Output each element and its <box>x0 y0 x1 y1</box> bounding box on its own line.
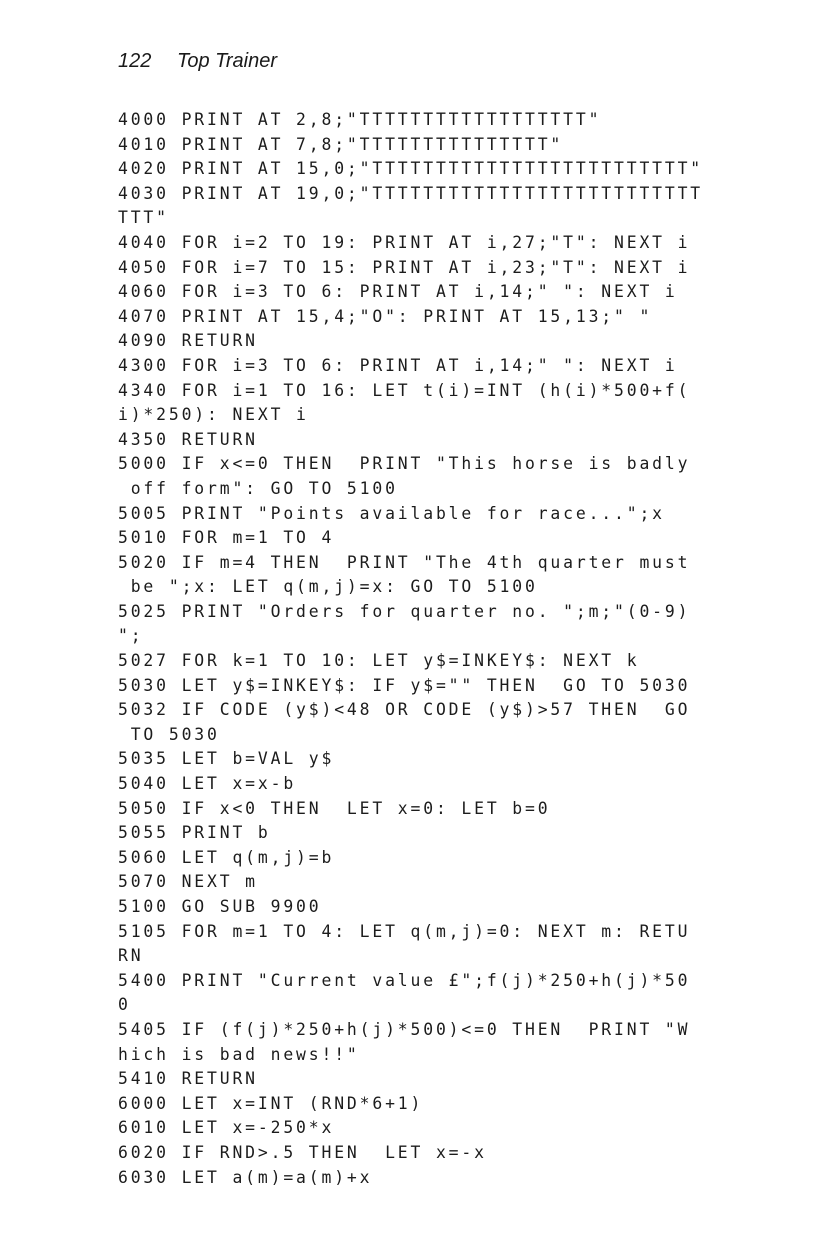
code-line: 5005 PRINT "Points available for race...";x <box>118 503 665 523</box>
code-line: 4040 FOR i=2 TO 19: PRINT AT i,27;"T": NEXT i <box>118 232 691 252</box>
code-line: 5032 IF CODE (y$)<48 OR CODE (y$)>57 THEN GO <box>118 700 691 720</box>
code-line: 6030 LET a(m)=a(m)+x <box>118 1167 373 1187</box>
code-line: 4090 RETURN <box>118 331 258 351</box>
code-line: 5050 IF x<0 THEN LET x=0: LET b=0 <box>118 798 551 818</box>
book-title: Top Trainer <box>176 50 277 72</box>
code-line: off form": GO TO 5100 <box>118 478 398 498</box>
code-line: 6020 IF RND>.5 THEN LET x=-x <box>118 1142 487 1162</box>
program-listing <box>118 108 758 1190</box>
code-line: 5025 PRINT "Orders for quarter no. ";m;"(0-9) <box>118 601 691 621</box>
code-line: 4000 PRINT AT 2,8;"TTTTTTTTTTTTTTTTTT" <box>118 110 602 129</box>
code-line: 5010 FOR m=1 TO 4 <box>118 528 335 548</box>
code-line: 4050 FOR i=7 TO 15: PRINT AT i,23;"T": NEXT i <box>118 257 691 277</box>
code-line: 5027 FOR k=1 TO 10: LET y$=INKEY$: NEXT k <box>118 651 640 671</box>
code-line: hich is bad news!!" <box>118 1044 360 1064</box>
code-line: 5100 GO SUB 9900 <box>118 897 322 916</box>
code-line: 5055 PRINT b <box>118 823 271 843</box>
code-line: 5070 NEXT m <box>118 872 258 892</box>
code-line: 5040 LET x=x-b <box>118 774 297 794</box>
code-line: 5060 LET q(m,j)=b <box>118 847 335 867</box>
code-line: TO 5030 <box>118 724 220 744</box>
code-line: 5035 LET b=VAL y$ <box>118 749 335 769</box>
code-line: TTT" <box>118 208 169 228</box>
code-line: 4300 FOR i=3 TO 6: PRINT AT i,14;" ": NEXT i <box>118 355 678 375</box>
code-line: 5405 IF (f(j)*250+h(j)*500)<=0 THEN PRINT "W <box>118 1019 691 1039</box>
code-line: 5105 FOR m=1 TO 4: LET q(m,j)=0: NEXT m: RETU <box>118 921 691 941</box>
code-line: 5030 LET y$=INKEY$: IF y$="" THEN GO TO 5030 <box>118 675 691 695</box>
code-line: i)*250): NEXT i <box>118 405 309 425</box>
code-line: 4010 PRINT AT 7,8;"TTTTTTTTTTTTTTT" <box>118 134 564 154</box>
code-line: 6000 LET x=INT (RND*6+1) <box>118 1093 424 1113</box>
code-line: 6010 LET x=-250*x <box>118 1118 335 1138</box>
code-line: 4340 FOR i=1 TO 16: LET t(i)=INT (h(i)*500+f( <box>118 380 691 400</box>
code-line: 4350 RETURN <box>118 429 258 449</box>
code-line: 4030 PRINT AT 19,0;"TTTTTTTTTTTTTTTTTTTTTTTTTT <box>118 183 704 203</box>
code-line: 5400 PRINT "Current value £";f(j)*250+h(j)*50 <box>118 970 691 990</box>
code-line: 4020 PRINT AT 15,0;"TTTTTTTTTTTTTTTTTTTTTTTTT" <box>118 159 704 179</box>
page-header <box>118 50 277 73</box>
code-line: 4060 FOR i=3 TO 6: PRINT AT i,14;" ": NEXT i <box>118 282 678 302</box>
code-line: 5410 RETURN <box>118 1069 258 1089</box>
code-line: 5020 IF m=4 THEN PRINT "The 4th quarter must <box>118 552 691 572</box>
code-line: 5000 IF x<=0 THEN PRINT "This horse is badly <box>118 454 691 474</box>
code-line: be ";x: LET q(m,j)=x: GO TO 5100 <box>118 577 538 597</box>
page-number: 122 <box>118 50 152 72</box>
code-line: "; <box>118 626 144 646</box>
code-line: RN <box>118 946 144 966</box>
code-line: 0 <box>118 995 131 1015</box>
code-line: 4070 PRINT AT 15,4;"O": PRINT AT 15,13;" " <box>118 306 653 326</box>
